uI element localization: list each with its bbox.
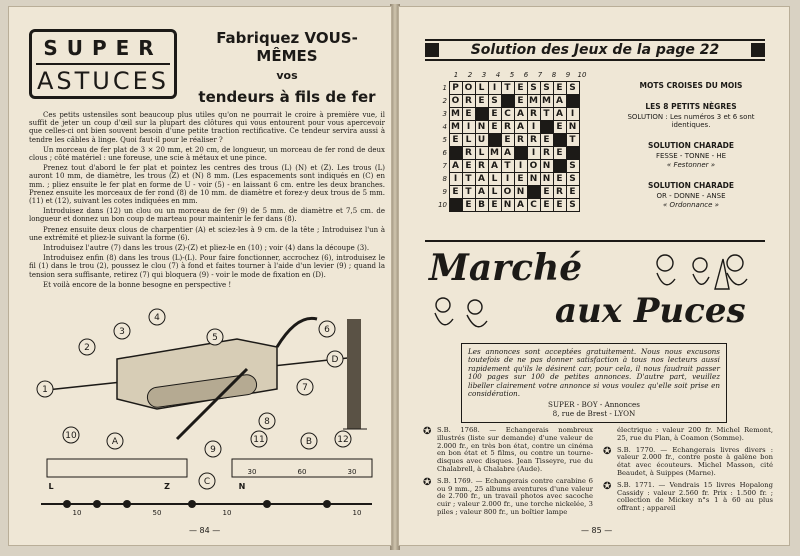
crossword-cell: A [488, 159, 502, 173]
super-astuces-logo [29, 29, 177, 99]
notice-text: Les annonces sont acceptées gratuitement. Nous nous excusons toutefois de ne pas donner satisfaction à tous nos lecteurs aussi rapidement qu'ils le désirent car, pour cela, il nous faudrait passer 100 pages sur 100 de petites annonces. D'autre part, veuillez libeller clairement votre annonce si vous voulez qu'elle soit prise en considération. [468, 347, 720, 399]
crossword-cell: A [475, 172, 489, 186]
title-line3: tendeurs à fils de fer [198, 88, 376, 106]
solution-text: FESSE - TONNE - HE [655, 152, 727, 160]
ads-column-left [423, 427, 593, 521]
paragraph: Introduisez enfin (8) dans les trous (L)-(L). Pour faire fonctionner, accrochez (6), introduisez le fil (1) dans le trou (2), poussez le clou (7) à fond et faites tourner à l'aide d'un levier (9) ; quand la tension sera suffisante, retirez (7) qui bloquera (9) - voir le mode de fixation en (D). [29, 254, 385, 279]
crossword-cell: M [449, 107, 463, 121]
solutions-list [607, 81, 775, 221]
crossword-cell: P [449, 81, 463, 95]
crossword-cell: S [527, 81, 541, 95]
scale-value: 50 [152, 509, 162, 517]
paragraph: Prenez tout d'abord le fer plat et pointez les centres des trous (L) (N) et (Z). Les trous (L) auront 10 mm, de diamètre, les trous (Z) et (N) 8 mm. (Les espacements sont indiqués en (C) en mm. ; pliez ensuite le fer plat en forme de U - voir (5) - en laissant 6 cm. entre les deux branches. Prenez ensuite les morceaux de fer rond (8) de 10 mm. de diamètre et forez-y deux trous de 5 mm. (11) et (12), suivant les cotes indiquées en mm. [29, 164, 385, 206]
crossword-row-number: 4 [442, 122, 447, 131]
crossword-row-number: 10 [438, 200, 447, 209]
paragraph: Prenez ensuite deux clous de charpentier (A) et sciez-les à 9 cm. de la tête ; Introduisez l'un à une extrémité et pliez-le suivant la forme (6). [29, 225, 385, 242]
crossword-cell: L [488, 172, 502, 186]
scale-value: 10 [222, 509, 232, 517]
scale-value: 10 [352, 509, 362, 517]
left-page [8, 6, 392, 546]
classified-ad [423, 427, 593, 474]
diagram-label: 7 [302, 383, 308, 393]
crossword-row-number: 8 [442, 174, 447, 183]
crossword-cell: I [449, 172, 463, 186]
crossword-cell: E [488, 120, 502, 134]
crossword-cell: S [566, 198, 580, 212]
crossword-black-cell [527, 185, 541, 199]
title-line2: vos [276, 69, 298, 82]
solution-text: OR - DONNE - ANSE [656, 192, 726, 200]
crossword-cell: N [514, 185, 528, 199]
crossword-cell: S [566, 172, 580, 186]
crossword-black-cell [475, 107, 489, 121]
diagram-label: 2 [84, 343, 90, 353]
scale-value: 30 [347, 468, 357, 476]
crossword-cell: E [449, 185, 463, 199]
crossword-col-number: 9 [565, 71, 571, 79]
crossword-row-number: 5 [442, 135, 447, 144]
crossword-cell: E [488, 198, 502, 212]
ad-bullet-icon: ✪ [603, 480, 612, 492]
crossword-cell: I [488, 81, 502, 95]
tensioner-diagram [27, 299, 377, 524]
article-title [187, 29, 387, 106]
crossword-cell: M [540, 94, 554, 108]
crossword-cell: R [553, 185, 567, 199]
crossword-cell: L [488, 185, 502, 199]
article-body [29, 111, 385, 291]
crossword-cell: A [514, 120, 528, 134]
crossword-col-number: 1 [453, 71, 459, 79]
crossword-cell: A [449, 159, 463, 173]
solution-heading: LES 8 PETITS NÈGRES [645, 102, 737, 111]
crossword-cell: M [488, 146, 502, 160]
marche-title-line1: Marché [429, 247, 583, 289]
crossword-cell: E [553, 146, 567, 160]
crossword-cell: E [462, 159, 476, 173]
crossword-black-cell [449, 146, 463, 160]
ad-text: électrique : valeur 200 fr. Michel Remont, 25, rue du Plan, à Coamon (Somme). [617, 426, 773, 442]
classified-ad [603, 447, 773, 478]
ads-notice-box [461, 343, 727, 423]
crossword-cell: T [540, 107, 554, 121]
crossword-cell: N [501, 198, 515, 212]
ad-text: S.B. 1769. — Echangerais contre carabine 6 ou 9 mm., 25 albums aventures d'une valeur de 2.700 fr., un travail photos avec sacoche cuir ; valeur 2.000 fr., une torche nickelée, 3 piles ; valeur 800 fr., un boîtier lampe [437, 476, 593, 516]
solutions-header [425, 39, 765, 61]
crossword-black-cell [540, 120, 554, 134]
crossword-cell: C [527, 198, 541, 212]
crossword-cell: E [566, 185, 580, 199]
crossword-cell: E [540, 185, 554, 199]
crossword-cell: A [501, 146, 515, 160]
crossword-cell: S [488, 94, 502, 108]
diagram-label: N [238, 482, 246, 491]
crossword-cell: E [462, 198, 476, 212]
crossword-cell: S [566, 159, 580, 173]
solution-heading: SOLUTION CHARADE [647, 141, 735, 150]
crossword-cell: I [527, 146, 541, 160]
crossword-row [437, 172, 589, 185]
notice-address-1: SUPER - BOY - Annonces [548, 400, 640, 410]
crossword-cell: L [475, 81, 489, 95]
crossword-cell: I [514, 159, 528, 173]
cartoon-figures-illustration [645, 249, 765, 299]
crossword-cell: E [462, 107, 476, 121]
crossword-cell: N [540, 159, 554, 173]
crossword-cell: M [527, 94, 541, 108]
crossword-row [437, 185, 589, 198]
solution-mots-croises [607, 81, 775, 90]
crossword-cell: E [488, 107, 502, 121]
notice-address-2: 8, rue de Brest - LYON [552, 408, 636, 418]
crossword-cell: R [527, 107, 541, 121]
crossword-cell: E [449, 133, 463, 147]
crossword-row-number: 7 [442, 161, 447, 170]
crossword-cell: B [475, 198, 489, 212]
solutions-title: Solution des Jeux de la page 22 [470, 42, 720, 58]
diagram-label: C [203, 477, 211, 487]
crossword-cell: T [462, 172, 476, 186]
crossword-black-cell [553, 159, 567, 173]
solution-charade-2 [607, 181, 775, 209]
crossword-column-numbers [449, 71, 589, 81]
crossword-cell: T [462, 185, 476, 199]
crossword-cell: R [462, 146, 476, 160]
crossword-cell: E [514, 172, 528, 186]
crossword-cell: E [501, 133, 515, 147]
crossword-row [437, 159, 589, 172]
crossword-cell: O [501, 185, 515, 199]
crossword-cell: I [462, 120, 476, 134]
crossword-col-number: 10 [577, 71, 587, 79]
crossword-cell: R [475, 159, 489, 173]
ad-text: S.B. 1771. — Vendrais 15 livres Hopalong Cassidy : valeur 2.560 fr. Prix : 1.500 fr. ; collection de Mickey n°s 1 à 60 au plus offrant ; appareil [617, 480, 773, 513]
solution-answer: « Festonner » [666, 161, 716, 169]
crossword-cell: N [540, 172, 554, 186]
crossword-cell: E [540, 133, 554, 147]
crossword-cell: R [540, 146, 554, 160]
diagram-label: A [111, 437, 119, 447]
crossword-row [437, 81, 589, 94]
diagram-label: 8 [264, 417, 270, 427]
diagram-label: 4 [154, 313, 160, 323]
crossword-black-cell [514, 146, 528, 160]
crossword-row [437, 120, 589, 133]
crossword-black-cell [501, 94, 515, 108]
crossword-cell: R [501, 120, 515, 134]
crossword-cell: R [514, 133, 528, 147]
diagram-label: 10 [65, 431, 77, 441]
classified-ad [603, 482, 773, 513]
diagram-label: 11 [253, 435, 265, 445]
diagram-label: Z [164, 482, 170, 491]
ad-bullet-icon: ✪ [423, 476, 432, 488]
crossword-cell: E [553, 81, 567, 95]
diagram-label: 5 [212, 333, 218, 343]
crossword-row [437, 133, 589, 146]
crossword-cell: S [566, 81, 580, 95]
scale-value: 30 [247, 468, 257, 476]
crossword-cell: M [449, 120, 463, 134]
crossword-cell: T [501, 159, 515, 173]
diagram-label: B [305, 437, 313, 447]
right-page [398, 6, 790, 546]
crossword-row-number: 3 [442, 109, 447, 118]
ad-bullet-icon: ✪ [603, 445, 612, 457]
paragraph: Introduisez l'autre (7) dans les trous (Z)-(Z) et pliez-le en (10) ; voir (4) dans la découpe (3). [43, 244, 370, 253]
crossword-cell: I [527, 120, 541, 134]
diagram-label: 6 [324, 325, 330, 335]
solution-answer: « Ordonnance » [663, 201, 719, 209]
crossword-cell: N [566, 120, 580, 134]
crossword-col-number: 7 [537, 71, 543, 79]
ad-text: S.B. 1770. — Echangerais livres divers : valeur 2.000 fr., contre poste à galène bon état avec écouteurs. Michel Masson, cité Beaudet, à Suippes (Marne). [617, 445, 773, 477]
crossword-cell: E [553, 172, 567, 186]
crossword-cell: E [514, 94, 528, 108]
crossword-rows [437, 81, 589, 211]
crossword-row [437, 198, 589, 211]
crossword-row [437, 146, 589, 159]
crossword-row-number: 2 [442, 96, 447, 105]
crossword-col-number: 2 [467, 71, 473, 79]
section-divider [425, 240, 765, 242]
logo-super: SUPER [43, 36, 163, 60]
classified-ads [423, 427, 773, 521]
crossword-cell: E [540, 198, 554, 212]
crossword-cell: U [475, 133, 489, 147]
crossword-cell: L [462, 133, 476, 147]
crossword-black-cell [553, 133, 567, 147]
crossword-col-number: 5 [509, 71, 515, 79]
crossword-cell: O [449, 94, 463, 108]
ad-bullet-icon: ✪ [423, 426, 432, 437]
solution-petits-negres [607, 102, 775, 129]
crossword-cell: A [514, 107, 528, 121]
crossword-cell: R [462, 94, 476, 108]
crossword-black-cell [566, 94, 580, 108]
diagram-label: L [48, 482, 54, 491]
page-number: — 85 — [581, 526, 613, 535]
crossword-cell: A [553, 107, 567, 121]
crossword-black-cell [566, 146, 580, 160]
classified-ad-continued [603, 427, 773, 443]
solution-charade-1 [607, 141, 775, 169]
diagram-label: 3 [119, 327, 125, 337]
ad-text: S.B. 1768. — Echangerais nombreux illustrés (liste sur demande) d'une valeur de 2.000 fr., en très bon état, contre un cinéma en bon état et 5 films, ou contre un tourne-disques avec disques. Jean Tisseyre, rue du Chalabrell, à Chalabre (Aude). [437, 426, 593, 473]
crossword-cell: E [553, 198, 567, 212]
crossword-cell: S [540, 81, 554, 95]
crossword-cell: N [475, 120, 489, 134]
crossword-cell: A [475, 185, 489, 199]
crossword-cell: R [527, 133, 541, 147]
crossword-row-number: 6 [442, 148, 447, 157]
crossword-row-number: 9 [442, 187, 447, 196]
cartoon-vendor-illustration [425, 293, 505, 339]
crossword-col-number: 8 [551, 71, 557, 79]
crossword-row-number: 1 [442, 83, 447, 92]
marche-aux-puces-banner [425, 245, 765, 341]
diagram-label: D [331, 355, 339, 365]
diagram-label: 9 [210, 445, 216, 455]
crossword-cell: T [501, 81, 515, 95]
scale-value: 10 [72, 509, 82, 517]
crossword-cell: C [501, 107, 515, 121]
crossword-cell: E [553, 120, 567, 134]
solution-text: SOLUTION : Les numéros 3 et 6 sont identiques. [627, 113, 755, 129]
marche-title-line2: aux Puces [555, 291, 746, 331]
header-square-icon [751, 43, 765, 57]
crossword-cell: O [462, 81, 476, 95]
solution-heading: SOLUTION CHARADE [647, 181, 735, 190]
title-line1: Fabriquez VOUS-MÊMES [216, 29, 358, 65]
crossword-black-cell [488, 133, 502, 147]
logo-astuces: ASTUCES [36, 63, 170, 95]
crossword-black-cell [449, 198, 463, 212]
paragraph: Et voilà encore de la bonne besogne en perspective ! [43, 280, 232, 289]
header-square-icon [425, 43, 439, 57]
crossword-cell: A [553, 94, 567, 108]
page-number: — 84 — [189, 526, 221, 535]
classified-ad [423, 478, 593, 517]
paragraph: Introduisez dans (12) un clou ou un morceau de fer (9) de 5 mm. de diamètre et 7,5 cm. de longueur et donnez un bon coup de marteau pour maintenir le fer dans (8). [29, 207, 385, 224]
crossword-cell: T [566, 133, 580, 147]
crossword-row [437, 107, 589, 120]
crossword-cell: A [514, 198, 528, 212]
crossword-cell: E [475, 94, 489, 108]
crossword-cell: L [475, 146, 489, 160]
diagram-label: 1 [42, 385, 48, 395]
paragraph: Ces petits ustensiles sont beaucoup plus utiles qu'on ne pourrait le croire à première vue, il suffit de jeter un coup d'œil sur la plupart des clôtures qui vous entourent pour vous apercevoir que celles-ci ont bien souvent besoin d'une petite traction rectificative. Ce tendeur servira aussi à tendre les câbles à linge. Quoi faut-il pour le réaliser ? [29, 111, 385, 144]
crossword-col-number: 6 [523, 71, 529, 79]
diagram-label: 12 [337, 435, 349, 445]
crossword-cell: O [527, 159, 541, 173]
crossword-row [437, 94, 589, 107]
crossword-cell: I [501, 172, 515, 186]
crossword-grid [437, 71, 589, 211]
ads-column-right [603, 427, 773, 521]
crossword-cell: E [514, 81, 528, 95]
scale-value: 60 [297, 468, 307, 476]
solution-heading: MOTS CROISES DU MOIS [639, 81, 743, 90]
crossword-cell: I [566, 107, 580, 121]
paragraph: Un morceau de fer plat de 3 × 20 mm, et 20 cm, de longueur, un morceau de fer rond de deux clous ; côté matériel : une foreuse, une scie à métaux et une pince. [29, 145, 385, 163]
crossword-col-number: 4 [495, 71, 501, 79]
crossword-col-number: 3 [481, 71, 487, 79]
crossword-cell: N [527, 172, 541, 186]
